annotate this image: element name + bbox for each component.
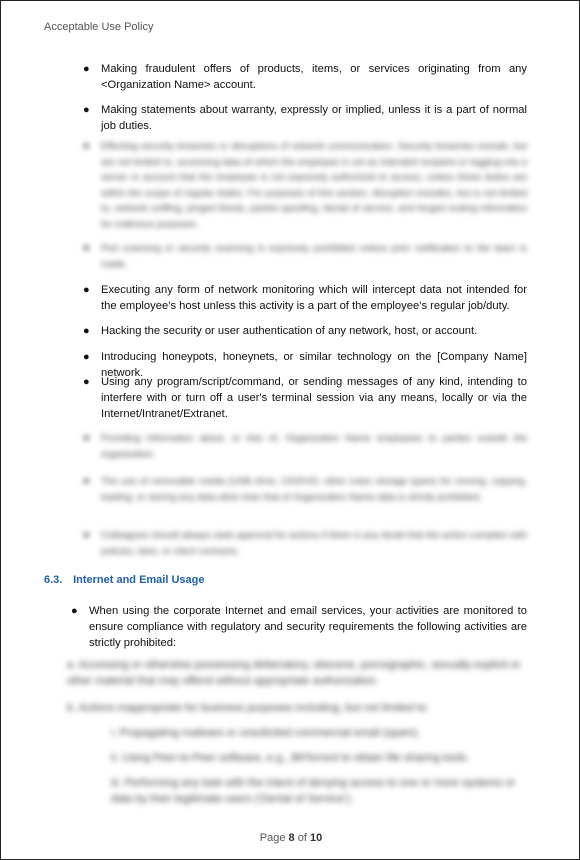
list-item [83,102,527,134]
blurred-sub-item: a. Accessing or otherwise possessing defamatory, obscene, pornographic, sexually explicit or other material that may offend without appropriate authorization. [67,659,521,687]
section-title: Internet and Email Usage [73,574,205,586]
bullet-icon: ● [83,529,90,541]
footer-total-pages: 10 [309,832,323,844]
list-item-text: Providing information about, or lists of, Organization Name employees to parties outside the organization. [101,433,527,460]
blurred-list-item [83,431,527,462]
section-intro-text: When using the corporate Internet and email services, your activities are monitored to ensure compliance with regulatory and security requirements the following activities are strictly prohibited: [89,605,527,649]
list-item-text: Effecting security breaches or disruptions of network communication. Security breaches include, but are not limited to, accessing data of which the employee is not an intended recipient or logging into a server or account that the employee is not expressly authorized to access, unless these duties are within the scope of regular duties. For purposes of this section, disruption includes, but is not limited to, network sniffing, pinged floods, packet spoofing, denial of service, and forged routing information for malicious purposes. [101,141,527,230]
blurred-sub-item: b. Actions inappropriate for business purposes including, but not limited to: [67,702,429,714]
section-heading [44,574,205,586]
bullet-icon: ● [83,104,90,116]
bullet-icon: ● [83,432,90,444]
list-item [83,323,527,339]
blurred-sub-item: i. Propagating malware or unsolicited commercial email (spam). [111,727,421,739]
bullet-icon: ● [83,140,90,152]
list-item-text: Hacking the security or user authentication of any network, host, or account. [101,325,478,337]
list-item-text: Making statements about warranty, expressly or implied, unless it is a part of normal job duties. [101,104,527,132]
bullet-icon: ● [83,351,90,363]
list-item [83,282,527,314]
bullet-icon: ● [83,242,90,254]
page-footer [1,832,580,844]
footer-of: of [297,832,307,844]
list-item [83,61,527,93]
bullet-icon: ● [83,475,90,487]
blurred-sub-item: iii. Performing any task with the intent of denying access to one or more systems or data by their legitimate users (‘Denial of Service’). [111,777,516,805]
blurred-list-item [83,241,527,272]
bullet-icon: ● [83,284,90,296]
section-intro [71,603,527,651]
list-item-text: Colleagues should always seek approval for actions if there is any doubt that the action complies with policies, laws, or client contracts. [101,530,527,557]
list-item-text: Executing any form of network monitoring which will intercept data not intended for the employee’s host unless this activity is a part of the employee’s regular job/duty. [101,284,527,312]
list-item-text: Using any program/script/command, or sending messages of any kind, intending to interfere with or turn off a user's terminal session via any means, locally or via the Internet/Intranet/Extranet. [101,376,527,420]
blurred-list-item [83,528,527,559]
footer-page-number: 8 [288,832,295,844]
page-header-title: Acceptable Use Policy [44,21,154,33]
list-item-text: Making fraudulent offers of products, items, or services originating from any <Organization Name> account. [101,63,527,91]
bullet-icon: ● [83,376,90,388]
list-item-text: Introducing honeypots, honeynets, or similar technology on the [Company Name] network. [101,351,527,379]
bullet-icon: ● [71,605,78,617]
blurred-sub-item: ii. Using Peer-to-Peer software, e.g., BitTorrent to obtain file sharing tools. [111,752,470,764]
list-item-text: The use of removable media (USB drive, CD/DVD, other mass storage types) for moving, copying, loading, or storing any data other than that of Organization Name data is strictly prohibited. [101,476,527,503]
section-number: 6.3. [44,574,63,586]
list-item [83,374,527,422]
bullet-icon: ● [83,325,90,337]
blurred-list-item [83,139,527,232]
list-item-text: Port scanning or security scanning is expressly prohibited unless prior notification to the team is made. [101,243,527,270]
bullet-icon: ● [83,63,90,75]
footer-page-prefix: Page [259,832,286,844]
blurred-list-item [83,474,527,505]
